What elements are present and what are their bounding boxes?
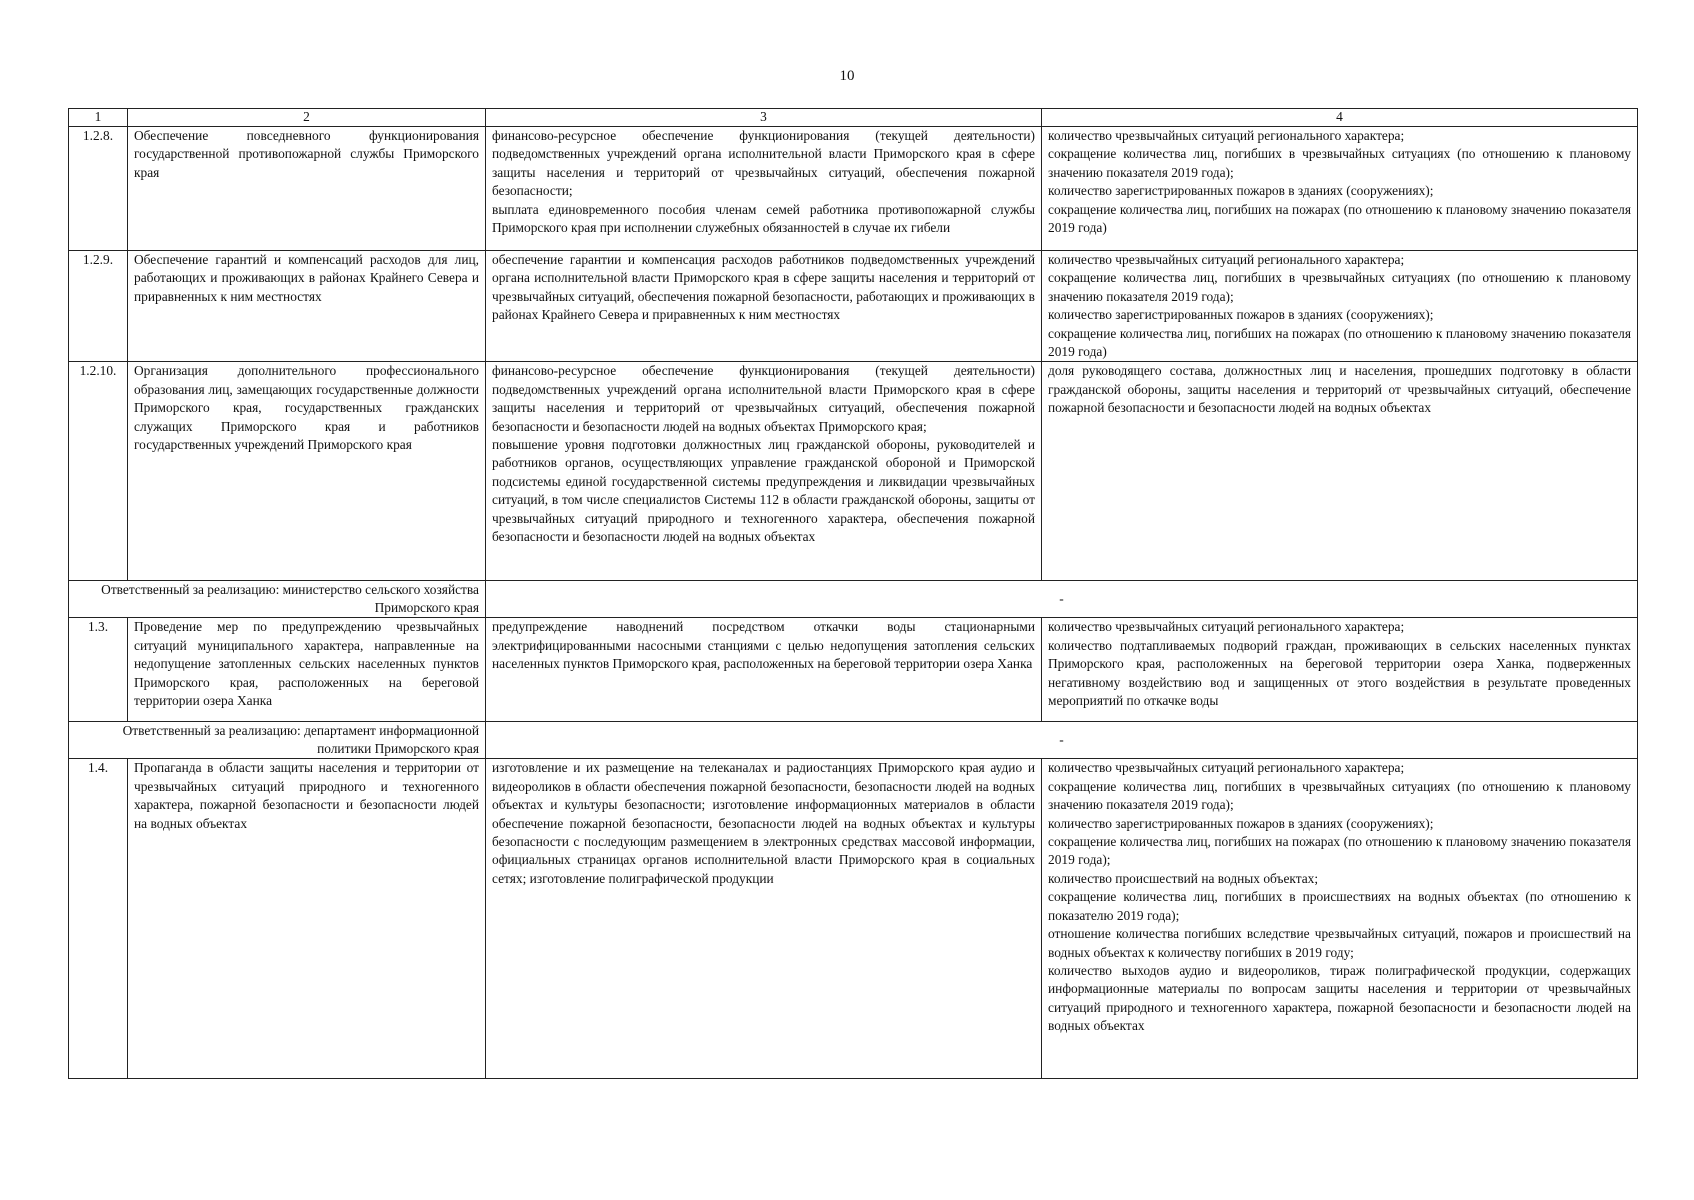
- row-number: 1.3.: [69, 618, 128, 722]
- activity-description: [486, 127, 1042, 251]
- activity-description: [486, 618, 1042, 722]
- table-header-row: [69, 109, 1638, 127]
- responsible-label: Ответственный за реализацию: министерство сельского хозяйства Приморского края: [69, 581, 486, 618]
- indicator-item: количество чрезвычайных ситуаций регионального характера;: [1048, 619, 1405, 635]
- responsible-label: Ответственный за реализацию: департамент информационной политики Приморского края: [69, 722, 486, 759]
- description-item: повышение уровня подготовки должностных лиц гражданской обороны, руководителей и работников органов, осуществляющих управление гражданской обороной и Приморской подсистемы единой государственной системы предупреждения и ликвидации чрезвычайных ситуаций, в том числе специалистов Системы 112 в области гражданской обороны, защиты от чрезвычайных ситуаций природного и техногенного характера, обеспечения пожарной безопасности и безопасности людей на водных объектах: [492, 437, 1035, 545]
- indicator-item: количество выходов аудио и видеороликов, тираж полиграфической продукции, содержащих информационные материалы по вопросам защиты населения и территории от чрезвычайных ситуаций природного и техногенного характера, пожарной безопасности и безопасности людей на водных объектах: [1048, 962, 1631, 1034]
- indicator-item: сокращение количества лиц, погибших в чрезвычайных ситуациях (по отношению к плановому значению показателя 2019 года);: [1048, 778, 1631, 813]
- indicator-item: сокращение количества лиц, погибших в чрезвычайных ситуациях (по отношению к плановому значению показателя 2019 года);: [1048, 270, 1631, 304]
- responsible-value: -: [486, 722, 1638, 759]
- table-row: [69, 251, 1638, 362]
- table-row: [69, 618, 1638, 722]
- activity-indicators: [1042, 759, 1638, 1079]
- indicator-item: отношение количества погибших вследствие чрезвычайных ситуаций, пожаров и происшествий на водных объектах к количеству погибших в 2019 году;: [1048, 926, 1631, 960]
- indicator-item: количество чрезвычайных ситуаций регионального характера;: [1048, 760, 1405, 776]
- program-activities-table: [68, 108, 1638, 1079]
- activity-indicators: [1042, 127, 1638, 251]
- indicator-item: количество чрезвычайных ситуаций регионального характера;: [1048, 252, 1405, 267]
- activity-name: Пропаганда в области защиты населения и территории от чрезвычайных ситуаций природного и техногенного характера, пожарной безопасности и безопасности людей на водных объектах: [128, 759, 486, 1079]
- activity-indicators: [1042, 251, 1638, 362]
- indicator-item: количество чрезвычайных ситуаций регионального характера;: [1048, 128, 1405, 143]
- indicator-item: сокращение количества лиц, погибших на пожарах (по отношению к плановому значению показателя 2019 года): [1048, 201, 1631, 236]
- row-number: 1.2.10.: [69, 362, 128, 581]
- description-item: финансово-ресурсное обеспечение функционирования (текущей деятельности) подведомственных учреждений органа исполнительной власти Приморского края в сфере защиты населения и территорий от чрезвычайных ситуаций, обеспечения пожарной безопасности;: [492, 128, 1035, 199]
- header-col-4: 4: [1042, 109, 1638, 127]
- description-item: предупреждение наводнений посредством откачки воды стационарными электрифицированными насосными станциями с целью недопущения затопления сельских населенных пунктов Приморского края, расположенных на береговой территории озера Ханка: [492, 619, 1035, 672]
- row-number: 1.2.8.: [69, 127, 128, 251]
- indicator-item: количество подтапливаемых подворий граждан, проживающих в сельских населенных пунктах Приморского края, расположенных на береговой территории озера Ханка, подверженных негативному воздействию вод и защищенных от этого воздействия в результате проведенных мероприятий по откачке воды: [1048, 637, 1631, 709]
- row-number: 1.4.: [69, 759, 128, 1079]
- indicator-item: количество происшествий на водных объектах;: [1048, 870, 1319, 886]
- page-number: 10: [839, 68, 855, 84]
- row-number: 1.2.9.: [69, 251, 128, 362]
- activity-indicators: [1042, 362, 1638, 581]
- activity-name: Обеспечение гарантий и компенсаций расходов для лиц, работающих и проживающих в районах Крайнего Севера и приравненных к ним местностях: [128, 251, 486, 362]
- description-item: выплата единовременного пособия членам семей работника противопожарной службы Приморского края при исполнении служебных обязанностей в случае их гибели: [492, 201, 1035, 236]
- indicator-item: сокращение количества лиц, погибших в чрезвычайных ситуациях (по отношению к плановому значению показателя 2019 года);: [1048, 146, 1631, 180]
- activity-name: Обеспечение повседневного функционирования государственной противопожарной службы Приморского края: [128, 127, 486, 251]
- responsible-value: -: [486, 581, 1638, 618]
- header-col-1: 1: [69, 109, 128, 127]
- description-item: обеспечение гарантии и компенсация расходов работников подведомственных учреждений органа исполнительной власти Приморского края в сфере защиты населения и территорий от чрезвычайных ситуаций, обеспечения пожарной безопасности, работающих и проживающих в районах Крайнего Севера и приравненных к ним местностях: [492, 252, 1035, 323]
- header-col-2: 2: [128, 109, 486, 127]
- indicator-item: сокращение количества лиц, погибших на пожарах (по отношению к плановому значению показателя 2019 года): [1048, 325, 1631, 360]
- indicator-item: количество зарегистрированных пожаров в зданиях (сооружениях);: [1048, 183, 1434, 199]
- description-item: финансово-ресурсное обеспечение функционирования (текущей деятельности) подведомственных учреждений органа исполнительной власти Приморского края в сфере защиты населения и территорий от чрезвычайных ситуаций, обеспечения пожарной безопасности и безопасности людей на водных объектах Приморского края;: [492, 363, 1035, 434]
- activity-description: [486, 759, 1042, 1079]
- responsible-row: [69, 722, 1638, 759]
- indicator-item: доля руководящего состава, должностных лиц и населения, прошедших подготовку в области гражданской обороны, защиты населения и территорий от чрезвычайных ситуаций, обеспечение пожарной безопасности и безопасности людей на водных объектах: [1048, 363, 1631, 416]
- responsible-row: [69, 581, 1638, 618]
- indicator-item: количество зарегистрированных пожаров в зданиях (сооружениях);: [1048, 307, 1434, 323]
- activity-indicators: [1042, 618, 1638, 722]
- activity-description: [486, 362, 1042, 581]
- header-col-3: 3: [486, 109, 1042, 127]
- indicator-item: количество зарегистрированных пожаров в зданиях (сооружениях);: [1048, 815, 1434, 831]
- table-row: [69, 362, 1638, 581]
- table-row: [69, 127, 1638, 251]
- indicator-item: сокращение количества лиц, погибших на пожарах (по отношению к плановому значению показателя 2019 года);: [1048, 834, 1631, 868]
- indicator-item: сокращение количества лиц, погибших в происшествиях на водных объектах (по отношению к показателю 2019 года);: [1048, 889, 1631, 923]
- description-item: изготовление и их размещение на телеканалах и радиостанциях Приморского края аудио и видеороликов в области обеспечения пожарной безопасности, безопасности людей на водных объектах и культуры безопасности; изготовление информационных материалов в области обеспечение пожарной безопасности, безопасности людей на водных объектах и культуры безопасности с последующим размещением в электронных средствах массовой информации, официальных страницах органов исполнительной власти Приморского края в социальных сетях; изготовление полиграфической продукции: [492, 760, 1035, 886]
- activity-description: [486, 251, 1042, 362]
- table-row: [69, 759, 1638, 1079]
- activity-name: Проведение мер по предупреждению чрезвычайных ситуаций муниципального характера, направленные на недопущение затопленных сельских населенных пунктов Приморского края, расположенных на береговой территории озера Ханка: [128, 618, 486, 722]
- activity-name: Организация дополнительного профессионального образования лиц, замещающих государственные должности Приморского края, государственных гражданских служащих Приморского края и работников государственных учреждений Приморского края: [128, 362, 486, 581]
